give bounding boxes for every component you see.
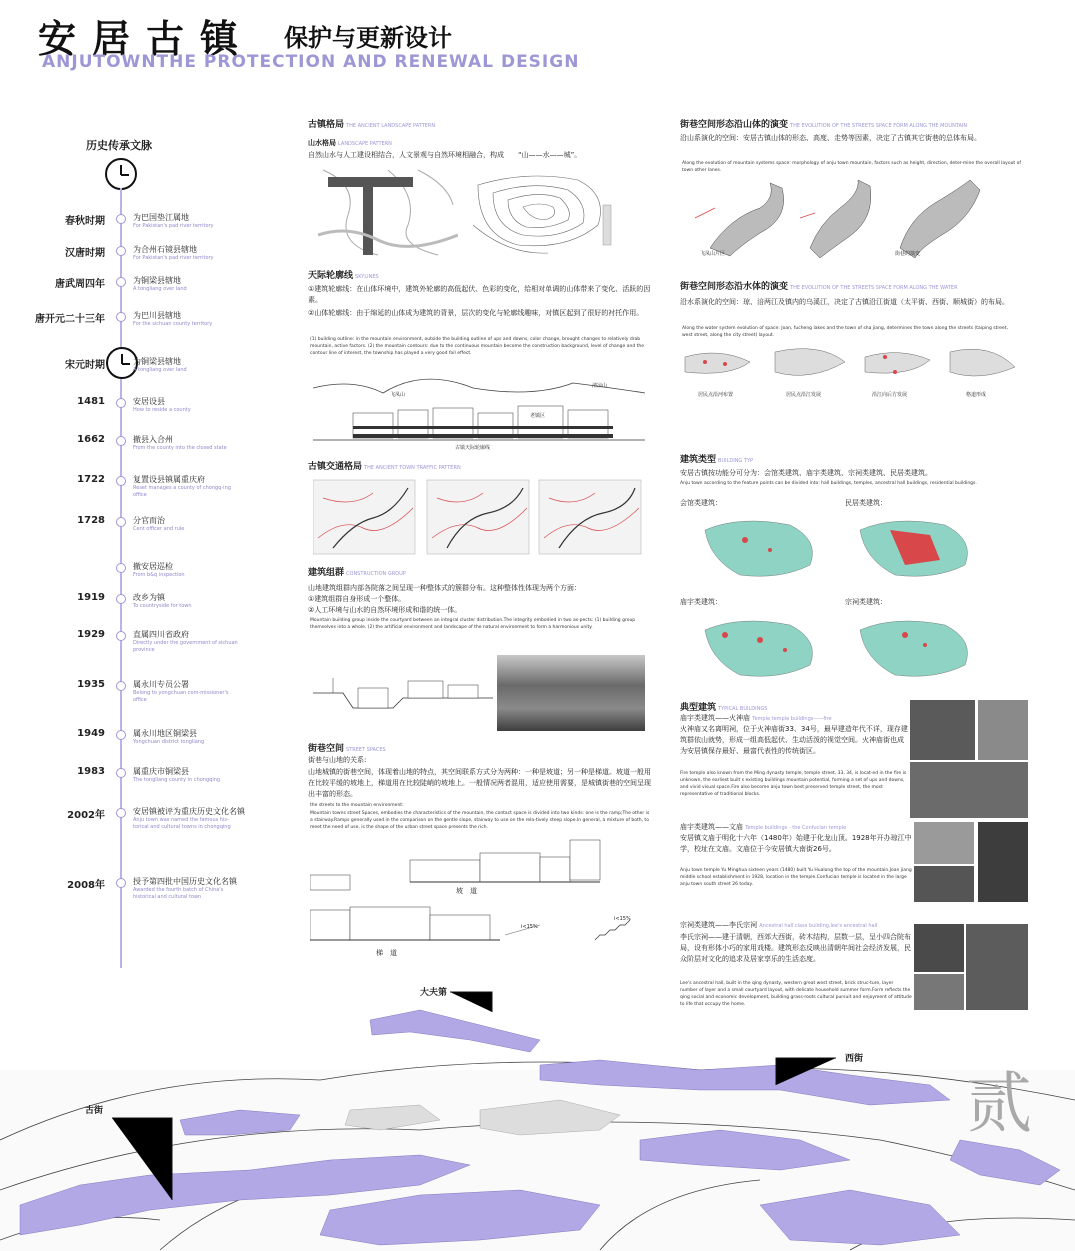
lee-hall-heading bbox=[680, 920, 877, 932]
lee-hall-text: 李氏宗祠——建于清朝，西郊大西街，砖木结构，层数一层，呈小四合院布局，设有形体小巧的家用戏楼。建筑形态反映出清朝年间社会经济发展，民众阶层对文化的追求及居家享乐的生活态度。 bbox=[680, 933, 911, 963]
water-caption-1: 居民点沿河布置 bbox=[698, 392, 734, 398]
map-label-xijie: 西街 bbox=[845, 1054, 864, 1064]
timeline-event-en: A tongliang over land bbox=[133, 367, 187, 373]
timeline-year: 1949 bbox=[77, 728, 105, 739]
timeline-year: 1662 bbox=[77, 434, 105, 445]
timeline-dot bbox=[116, 246, 126, 256]
fire-temple-photo-2 bbox=[978, 700, 1028, 760]
timeline-event-en: For the sichuan county territory bbox=[133, 321, 213, 327]
timeline-event: 为铜梁县辖地 bbox=[133, 357, 181, 366]
water-caption-4: 格道形成 bbox=[966, 392, 987, 398]
timeline-event: 属重庆市铜梁县 bbox=[133, 767, 189, 776]
timeline-event: 为巴川县辖地 bbox=[133, 311, 181, 320]
landscape-title: 古镇格局 bbox=[308, 120, 345, 130]
timeline-dot bbox=[116, 681, 126, 691]
traffic-title: 古镇交通格局 bbox=[308, 462, 363, 472]
timeline-dot bbox=[116, 730, 126, 740]
timeline-year: 1481 bbox=[77, 396, 105, 407]
fire-temple-photo-3 bbox=[910, 762, 1028, 818]
water-heading bbox=[680, 279, 958, 292]
timeline-item bbox=[0, 275, 300, 305]
timeline-item bbox=[0, 356, 300, 386]
skyline-para-2: ②山体轮廓线：由于绵延的山体成为建筑的背景，层次的变化与轮廓线趣味，对镇区起到了很好的衬托作用。 bbox=[308, 309, 644, 317]
timeline-dot bbox=[116, 594, 126, 604]
timeline-dot bbox=[116, 631, 126, 641]
water-title-en: THE EVOLUTION OF THE STREETS SPACE FORM ALONG THE WATER bbox=[790, 285, 958, 291]
landscape-pattern-figure bbox=[318, 165, 458, 257]
types-text: 安居古镇按功能分可分为：会馆类建筑、庙宇类建筑、宗祠类建筑、民居类建筑。 bbox=[680, 469, 932, 477]
timeline-event: 直属四川省政府 bbox=[133, 630, 189, 639]
timeline-year: 春秋时期 bbox=[65, 216, 105, 227]
mountain-heading bbox=[680, 117, 967, 130]
confucian-temple-text: 安居镇文庙于明化十六年（1480年）始建于化龙山顶。1928年开办琼江中学，校址在文庙。文庙位于今安居镇大南街26号。 bbox=[680, 834, 912, 853]
street-text-en-head: the streets to the mountain environment: bbox=[310, 803, 404, 808]
timeline-item bbox=[0, 766, 300, 796]
landscape-heading bbox=[308, 117, 435, 130]
timeline-dot bbox=[116, 398, 126, 408]
typical-title-en: TYPICAL BUILDINGS bbox=[718, 706, 768, 712]
water-evolution-figures bbox=[680, 342, 1020, 388]
timeline-event-en: How to reside a county bbox=[133, 407, 191, 413]
timeline-dot bbox=[116, 436, 126, 446]
mountain-title: 街巷空间形态沿山体的演变 bbox=[680, 120, 789, 130]
terrain-contour-map bbox=[468, 165, 618, 257]
typical-heading bbox=[680, 700, 767, 713]
types-title: 建筑类型 bbox=[680, 455, 717, 465]
traffic-title-en: THE ANCIENT TOWN TRAFFIC PATTERN bbox=[364, 465, 461, 471]
water-caption-3: 沿江向后方发展 bbox=[872, 392, 908, 398]
timeline-event: 分官而治 bbox=[133, 516, 165, 525]
traffic-heading bbox=[308, 459, 461, 472]
timeline-year: 1935 bbox=[77, 679, 105, 690]
timeline-dot bbox=[116, 277, 126, 287]
skyline-title: 天际轮廓线 bbox=[308, 271, 354, 281]
timeline-event-en: The tongliang county in chongqing bbox=[133, 777, 221, 783]
group-para-2: ②人工环境与山水的自然环境形成和谐的统一体。 bbox=[308, 606, 462, 614]
mountain-text: 沿山系演化的空间：安居古镇山体的形态、高度、走势等因素，决定了古镇其它街巷的总体布局。 bbox=[680, 134, 981, 142]
stair-slope-label: i<15% bbox=[614, 916, 631, 922]
timeline-item bbox=[0, 212, 300, 242]
confucian-temple-title: 庙宇类建筑——文庙 bbox=[680, 823, 743, 831]
timeline-year: 2008年 bbox=[67, 880, 105, 891]
confucian-temple-photo-3 bbox=[978, 822, 1028, 902]
timeline-event-en: For Pakistan's pad river territory bbox=[133, 255, 214, 261]
timeline-event-en: For Pakistan's pad river territory bbox=[133, 223, 214, 229]
skyline-caption: 古镇天际轮廓线 bbox=[455, 445, 491, 451]
street-heading bbox=[308, 741, 386, 754]
typical-title: 典型建筑 bbox=[680, 703, 717, 713]
mountain-title-en: THE EVOLUTION OF THE STREETS SPACE FORM ALONG THE MOUNTAIN bbox=[790, 123, 968, 129]
timeline-item bbox=[0, 806, 300, 836]
ramp-slope-label: i<15% bbox=[521, 924, 538, 930]
map-label-gujie: 古街 bbox=[85, 1106, 104, 1116]
timeline-item bbox=[0, 310, 300, 340]
timeline-event: 安居镇被评为重庆历史文化名镇 bbox=[133, 807, 245, 816]
skyline-label-qingliang: 清凉山 bbox=[592, 383, 608, 389]
timeline-event: 改乡为镇 bbox=[133, 593, 165, 602]
timeline-item bbox=[0, 592, 300, 622]
lee-hall-text-en: Lee's ancestral hall, built in the qing dynasty, western great west street, brick struc-ture, layer number of layer and a small courtyard layout, with delicate household summer form.Form reflects the qing social and economic development, building grass-roots cultural pursuit and enjoyment of attitude to life that occupy the home. bbox=[680, 981, 912, 1007]
skyline-heading bbox=[308, 268, 379, 281]
skyline-para-1: ①建筑轮廓线：在山体环境中，建筑外轮廓的高低起伏、色彩的变化，给相对单调的山体带来了变化、活跃的因素。 bbox=[308, 285, 651, 304]
water-text: 沿水系演化的空间：琼、涪两江及镇内的乌溪江，决定了古镇沿江街道（太平街、西街、顺城街）的布局。 bbox=[680, 298, 1009, 306]
timeline-item bbox=[0, 679, 300, 709]
skyline-label-oldtown: 老镇区 bbox=[530, 413, 546, 419]
street-title-en: STREET SPACES bbox=[346, 747, 386, 753]
group-heading bbox=[308, 565, 406, 578]
page-title-en: ANJUTOWNTHE PROTECTION AND RENEWAL DESIGN bbox=[42, 52, 580, 72]
town-aerial-photo bbox=[497, 655, 645, 731]
timeline-event-en: Awarded the fourth batch of China's historical and cultural town bbox=[133, 887, 224, 900]
street-section-drawings bbox=[310, 835, 650, 950]
street-sub: 街巷与山地的关系: bbox=[308, 756, 367, 764]
traffic-pattern-maps bbox=[313, 478, 653, 556]
landscape-text: 自然山水与人工建设相结合，人文景观与自然环境相融合，构成 “山——水——城”。 bbox=[308, 151, 582, 159]
skyline-section-drawing bbox=[313, 368, 645, 453]
page-subtitle: 保护与更新设计 bbox=[284, 24, 452, 52]
skyline-label-feifeng: 飞凤山 bbox=[390, 392, 406, 398]
mountain-evolution-figures bbox=[690, 178, 1010, 260]
timeline-dot bbox=[116, 563, 126, 573]
type-residential-label: 民居类建筑： bbox=[845, 499, 887, 507]
group-text: 山地建筑组群内部各院落之间呈现一种整体式的簇群分布。这种整体性体现为两个方面： bbox=[308, 584, 581, 592]
water-title: 街巷空间形态沿水体的演变 bbox=[680, 282, 789, 292]
mountain-caption-3: 街巷的演变 bbox=[895, 251, 921, 257]
timeline-item bbox=[0, 244, 300, 274]
timeline-item bbox=[0, 561, 300, 591]
timeline-dot bbox=[116, 808, 126, 818]
types-title-en: BUILDING TYP bbox=[718, 458, 754, 464]
timeline-event: 为巴国垫江属地 bbox=[133, 213, 189, 222]
timeline-year: 1919 bbox=[77, 592, 105, 603]
timeline-year: 宋元时期 bbox=[65, 360, 105, 371]
landscape-title-en: THE ANCIENT LANDSCAPE PATTERN bbox=[346, 123, 436, 129]
timeline-year: 1722 bbox=[77, 474, 105, 485]
type-ancestral-label: 宗祠类建筑： bbox=[845, 598, 887, 606]
water-text-en: Along the water system evolution of space: Joan, fucheng lakes and the town of sha jiang, determines the town along the streets (taiping street, west street, along the city street) layout. bbox=[682, 326, 1008, 338]
timeline-event-en: From the county into the closed state bbox=[133, 445, 227, 451]
timeline-item bbox=[0, 728, 300, 758]
skyline-title-en: SKYLINES bbox=[355, 274, 379, 280]
timeline-event-en: Anju town was named the famous his-torical and cultural towns in chongqing bbox=[133, 817, 231, 830]
timeline-event: 属永川专员公署 bbox=[133, 680, 189, 689]
timeline-event: 为铜梁县辖地 bbox=[133, 276, 181, 285]
fire-temple-text: 火神庙又名离明祠，位于火神庙街33、34号，最早建造年代不详，现存建筑群依山就势，形成一组高低起伏、生动活泼的视觉空间。火神庙街也成为安居镇保存最好、最富代表性的传统街区。 bbox=[680, 725, 908, 755]
timeline-event: 撤县入合州 bbox=[133, 435, 173, 444]
group-title: 建筑组群 bbox=[308, 568, 345, 578]
timeline-event-en: Reset manages a county of chongq-ing office bbox=[133, 485, 231, 498]
fire-temple-photo-1 bbox=[910, 700, 975, 760]
timeline-year: 1983 bbox=[77, 766, 105, 777]
lee-hall-title: 宗祠类建筑——李氏宗祠 bbox=[680, 921, 757, 929]
timeline-event: 为合州石镜县辖地 bbox=[133, 245, 197, 254]
confucian-temple-text-en: Anju town temple Yu Minghua sixteen years (1480) built Yu Hualong the top of the mountain.Joan jiang middle school establishment in 1928, location in the temple.Confucian temple is located in the large anju town south street 26 today. bbox=[680, 868, 912, 887]
water-caption-2: 居民点沿江发展 bbox=[786, 392, 822, 398]
timeline-dot bbox=[116, 476, 126, 486]
timeline-year: 唐开元二十三年 bbox=[35, 314, 105, 325]
page-title: 安居古镇 bbox=[38, 16, 255, 61]
timeline-dot bbox=[116, 878, 126, 888]
street-text: 山地城镇的街巷空间，体现着山地的特点，其空间联系方式分为两种：一种是坡道；另一种是梯道。坡道一般用在比较平缓的坡地上，梯道用在比较陡峭的坡地上。一般情况两者混用，适应使用需要，是城镇街巷的空间呈现出丰富的形态。 bbox=[308, 768, 651, 798]
landscape-subheading bbox=[308, 138, 392, 148]
timeline-item bbox=[0, 876, 300, 906]
landscape-sub: 山水格局 bbox=[308, 139, 336, 147]
timeline-item bbox=[0, 629, 300, 659]
types-text-en: Anju town according to the feature points can be divided into: hall buildings, temples, ancestral hall buildings, residential buildings. bbox=[680, 481, 977, 486]
types-heading bbox=[680, 452, 753, 465]
landscape-sub-en: LANDSCAPE PATTERN bbox=[338, 141, 392, 147]
type-hall-label: 会馆类建筑： bbox=[680, 499, 722, 507]
group-text-en: Mountain building group inside the courtyard between an integral cluster distribution.The integrity embodied in two as-pects: (1) building group themselves into a whole. (2) the artificial environment and landscape of the natural environment to form a harmonious unity. bbox=[310, 618, 636, 630]
timeline-item bbox=[0, 515, 300, 545]
timeline-event: 属永川地区铜梁县 bbox=[133, 729, 197, 738]
timeline-event: 撤安居巡检 bbox=[133, 562, 173, 571]
timeline-year: 1929 bbox=[77, 629, 105, 640]
group-para-1: ①建筑组群自身形成一个整体。 bbox=[308, 595, 406, 603]
mountain-text-en: Along the evolution of mountain systems space: morphology of anju town mountain, factors such as height, direction, deter-mine the overall layout of town other lanes. bbox=[682, 161, 1021, 173]
page-number: 贰 bbox=[966, 1065, 1032, 1142]
stair-label: 梯 道 bbox=[376, 949, 397, 957]
fire-temple-text-en: Fire temple also known from the Ming dynasty temple, temple street, 33, 34, is locat-ed in the fire is unknown, the earliest built s existing buildings mountain potential, forming a set of ups and downs, and vivid visual space.Fire also become anju town best preserved temple street, the most representative of traditional blocks. bbox=[680, 771, 907, 797]
lee-hall-photo-1 bbox=[914, 924, 964, 972]
timeline-item bbox=[0, 474, 300, 504]
timeline-event: 授予第四批中国历史文化名镇 bbox=[133, 877, 237, 886]
timeline-dot bbox=[116, 768, 126, 778]
timeline-year: 唐武周四年 bbox=[55, 279, 105, 290]
street-text-en: Mountain towns street Spaces, embodies the characteristics of the mountain, the contact space is divided into two kinds: one is the ramp;The other is a stairway.Ramps generally used in the comparison on the gentle slope, stairway to use on the rela-tively steep slope.In general, a mixture of both, to meet the need of use, is the shape of the urban street space presents the rich. bbox=[310, 811, 650, 830]
timeline-title: 历史传承文脉 bbox=[86, 139, 152, 152]
timeline-dot bbox=[116, 312, 126, 322]
building-type-maps bbox=[700, 510, 1010, 690]
timeline-event: 安居设县 bbox=[133, 397, 165, 406]
timeline-event-en: Cent officer and rule bbox=[133, 526, 185, 532]
confucian-temple-photo-1 bbox=[914, 822, 974, 864]
timeline-year: 汉唐时期 bbox=[65, 248, 105, 259]
timeline-event-en: Yongchuan district tongliang bbox=[133, 739, 205, 745]
timeline-year: 2002年 bbox=[67, 810, 105, 821]
timeline-event: 复置设县镇属重庆府 bbox=[133, 475, 205, 484]
timeline-event-en: From b&q inspection bbox=[133, 572, 185, 578]
timeline-event-en: Belong to yongchuan com-missioner's office bbox=[133, 690, 229, 703]
confucian-temple-title-en: Temple buildings - the Confucian temple bbox=[745, 825, 847, 831]
timeline-dot bbox=[116, 517, 126, 527]
confucian-temple-photo-2 bbox=[914, 866, 974, 902]
map-label-dafudi: 大夫第 bbox=[420, 988, 448, 998]
street-title: 街巷空间 bbox=[308, 744, 345, 754]
timeline-year: 1728 bbox=[77, 515, 105, 526]
group-title-en: CONSTRUCTION GROUP bbox=[346, 571, 406, 577]
skyline-text-en: (1) building outline: in the mountain environment, outside the building outline of ups and downs, color change, brought changes to relatively drab mountain, active factors. (2) the mountain contours: due to the continuous mountain become the construction background, level of change and the contour line of interest, the township has played a very good foil effect. bbox=[310, 337, 644, 356]
lee-hall-title-en: Ancestral hall class building,lee's ancestral hall bbox=[759, 923, 878, 929]
group-section-drawing bbox=[313, 663, 493, 723]
timeline-event-en: To countryside for town bbox=[133, 603, 192, 609]
timeline-event-en: A tongliang over land bbox=[133, 286, 187, 292]
timeline-dot bbox=[116, 214, 126, 224]
type-temple-label: 庙宇类建筑： bbox=[680, 598, 722, 606]
clock-icon bbox=[105, 158, 137, 190]
timeline-item bbox=[0, 396, 300, 426]
town-axonometric-map bbox=[0, 990, 1075, 1251]
timeline-item bbox=[0, 434, 300, 464]
fire-temple-title: 庙宇类建筑——火神庙 bbox=[680, 714, 750, 722]
ramp-label: 坡 道 bbox=[456, 887, 477, 895]
fire-temple-title-en: Temple temple buildings——fire bbox=[752, 716, 832, 722]
timeline-event-en: Directly under the government of sichuan province bbox=[133, 640, 238, 653]
mountain-caption-1: 飞凤山片区 bbox=[700, 251, 726, 257]
